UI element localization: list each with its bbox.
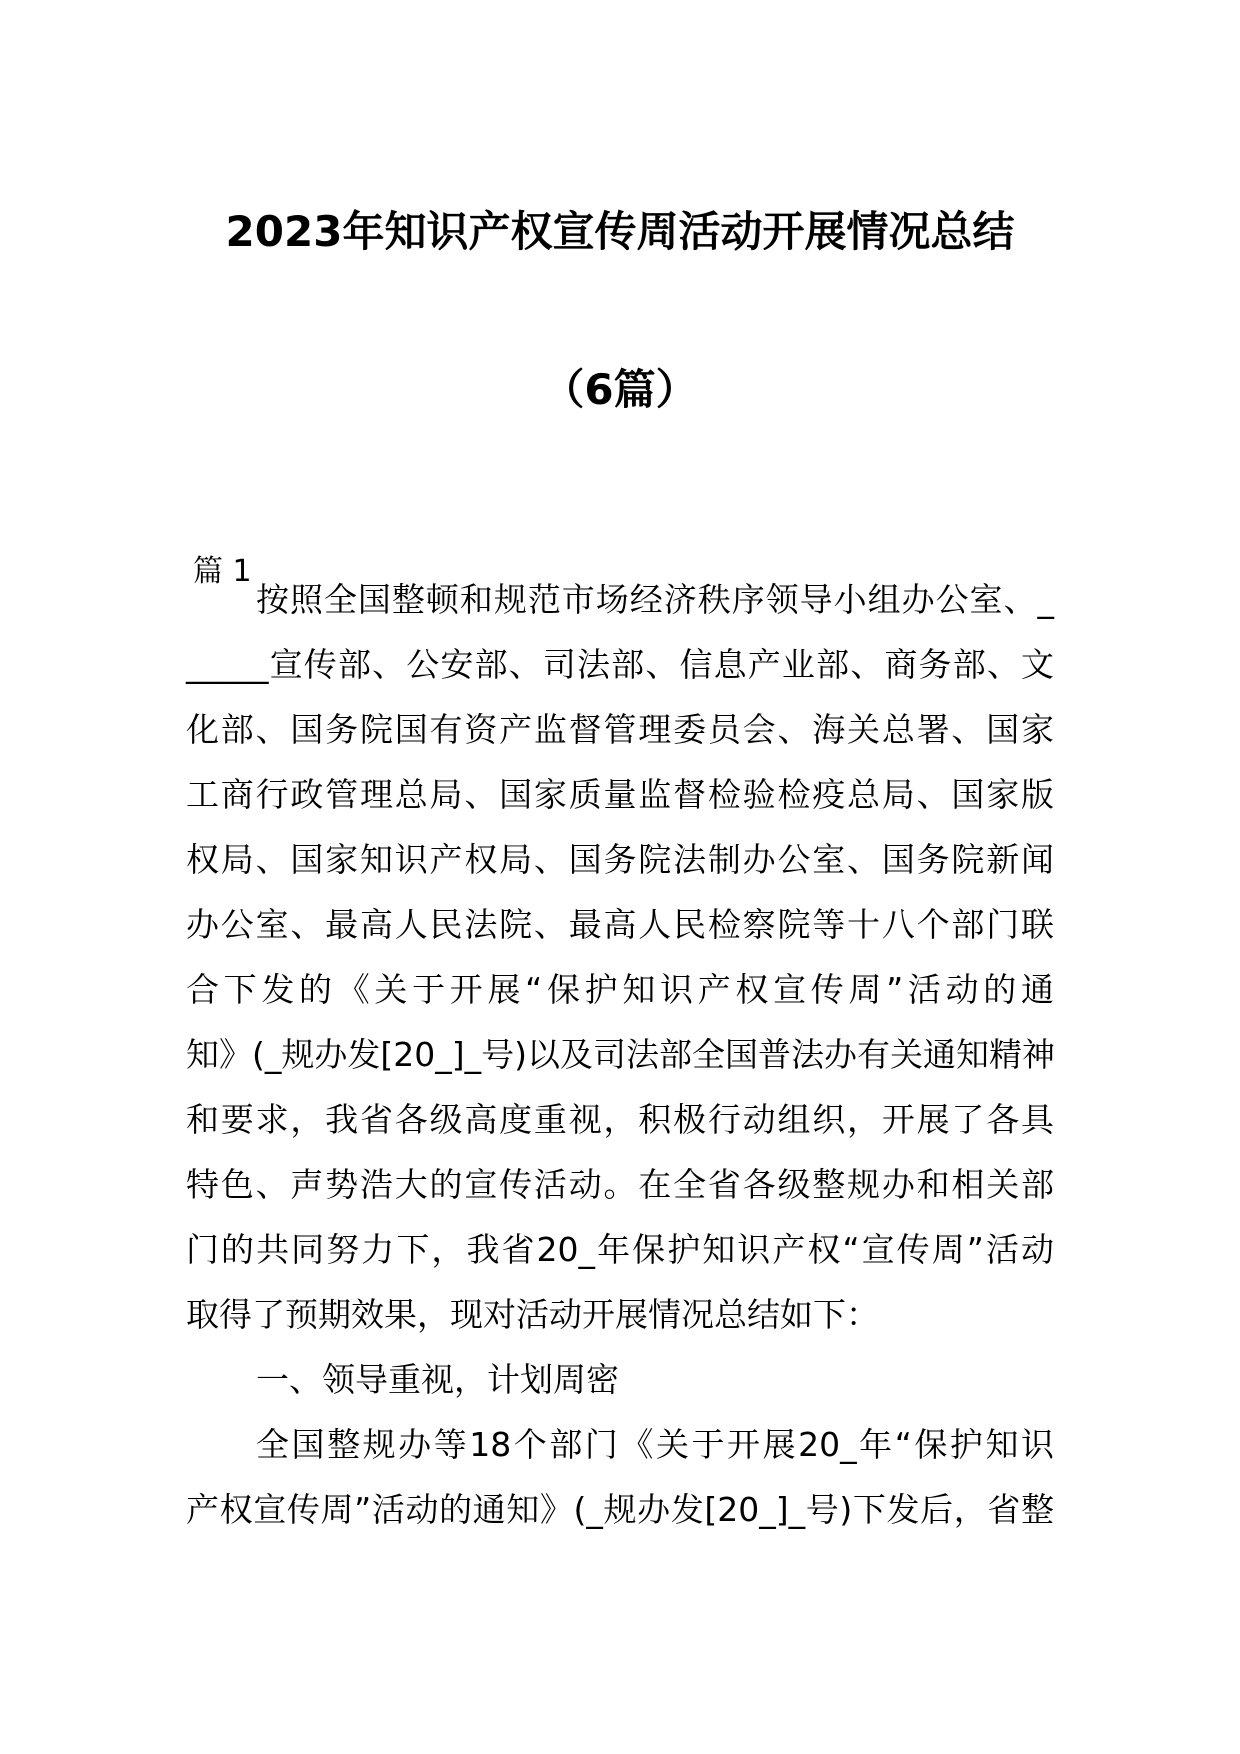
section-heading: 一、领导重视，计划周密 [256, 1360, 619, 1399]
section-label: 篇 1 [193, 554, 252, 589]
paragraph-1-line: 取得了预期效果，现对活动开展情况总结如下： [186, 1295, 879, 1334]
document-title: 2023年知识产权宣传周活动开展情况总结 [225, 207, 1015, 256]
paragraph-1-line: 按照全国整顿和规范市场经济秩序领导小组办公室、_ [256, 580, 1054, 619]
paragraph-1-line: 知》(_规办发[20_]_号)以及司法部全国普法办有关通知精神 [186, 1035, 1055, 1074]
paragraph-2-line: 产权宣传周”活动的通知》(_规办发[20_]_号)下发后，省整 [186, 1490, 1054, 1529]
paragraph-1-line: 门的共同努力下，我省20_年保护知识产权“宣传周”活动 [186, 1230, 1054, 1269]
paragraph-1-line: _____宣传部、公安部、司法部、信息产业部、商务部、文 [186, 645, 1054, 684]
paragraph-1-line: 工商行政管理总局、国家质量监督检验检疫总局、国家版 [186, 775, 1054, 814]
paragraph-1-line: 特色、声势浩大的宣传活动。在全省各级整规办和相关部 [186, 1165, 1054, 1204]
paragraph-1-line: 和要求，我省各级高度重视，积极行动组织，开展了各具 [186, 1100, 1054, 1139]
paragraph-2-line: 全国整规办等18个部门《关于开展20_年“保护知识 [256, 1425, 1054, 1464]
paragraph-1-line: 化部、国务院国有资产监督管理委员会、海关总署、国家 [186, 710, 1054, 749]
paragraph-1-line: 办公室、最高人民法院、最高人民检察院等十八个部门联 [186, 905, 1054, 944]
paragraph-1-line: 权局、国家知识产权局、国务院法制办公室、国务院新闻 [186, 840, 1054, 879]
paragraph-1-line: 合下发的《关于开展“保护知识产权宣传周”活动的通 [186, 970, 1054, 1009]
document-subtitle: （6篇） [542, 365, 698, 414]
